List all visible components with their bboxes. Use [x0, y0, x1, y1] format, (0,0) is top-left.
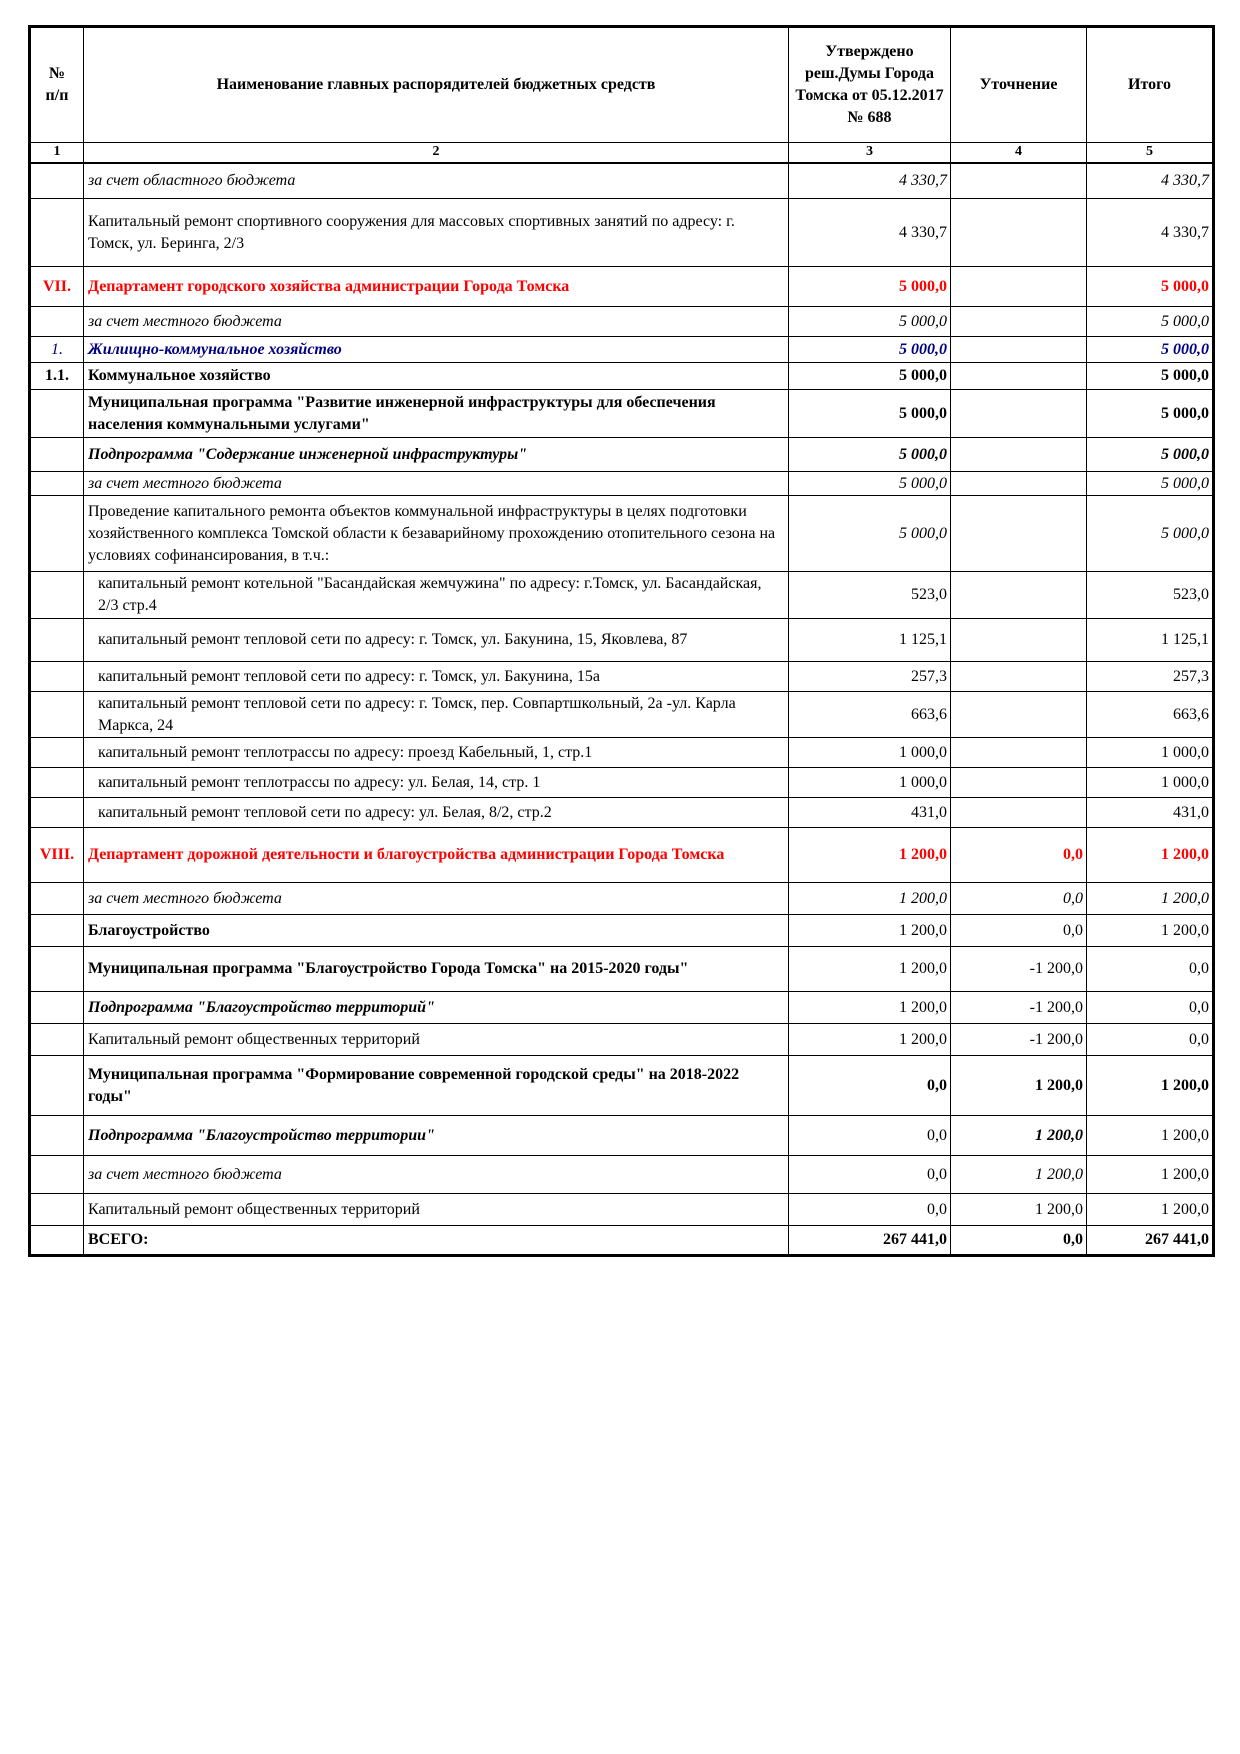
row-change: [951, 572, 1087, 619]
table-row: [30, 472, 1214, 496]
table-row: [30, 662, 1214, 692]
row-change: [951, 390, 1087, 438]
table-row: [30, 438, 1214, 472]
row-total: 1 000,0: [1087, 768, 1214, 798]
row-total: 1 200,0: [1087, 883, 1214, 915]
row-total: 1 200,0: [1087, 915, 1214, 947]
table-row: [30, 915, 1214, 947]
row-approved: 5 000,0: [789, 472, 951, 496]
row-name: Проведение капитального ремонта объектов коммунальной инфраструктуры в целях подготовки хозяйственного комплекса Томской области к безаварийному прохождению отопительного сезона на условиях софинансирования, в т.ч.:: [84, 496, 789, 572]
row-change: [951, 798, 1087, 828]
row-change: [951, 363, 1087, 390]
row-total: 0,0: [1087, 947, 1214, 992]
row-idx: [30, 798, 84, 828]
row-idx: [30, 390, 84, 438]
table-row: [30, 883, 1214, 915]
row-name: Благоустройство: [84, 915, 789, 947]
header-change: Уточнение: [951, 27, 1087, 143]
row-change: -1 200,0: [951, 947, 1087, 992]
row-change: [951, 496, 1087, 572]
table-row: [30, 572, 1214, 619]
row-total: 257,3: [1087, 662, 1214, 692]
row-total: 4 330,7: [1087, 163, 1214, 199]
table-row: [30, 496, 1214, 572]
row-name: Муниципальная программа "Формирование современной городской среды" на 2018-2022 годы": [84, 1056, 789, 1116]
row-name: Подпрограмма "Содержание инженерной инфраструктуры": [84, 438, 789, 472]
table-row: [30, 307, 1214, 337]
row-approved: 5 000,0: [789, 337, 951, 363]
row-change: 1 200,0: [951, 1056, 1087, 1116]
row-idx: [30, 572, 84, 619]
total-idx: [30, 1226, 84, 1256]
row-approved: 5 000,0: [789, 307, 951, 337]
row-change: 1 200,0: [951, 1194, 1087, 1226]
row-approved: 5 000,0: [789, 267, 951, 307]
row-change: [951, 619, 1087, 662]
table-row: [30, 163, 1214, 199]
row-change: -1 200,0: [951, 1024, 1087, 1056]
row-name: капитальный ремонт тепловой сети по адресу: г. Томск, ул. Бакунина, 15, Яковлева, 87: [84, 619, 789, 662]
row-idx: [30, 883, 84, 915]
table-header-row: [30, 27, 1214, 143]
table-row: [30, 363, 1214, 390]
colnum-1: 1: [30, 143, 84, 163]
row-approved: 663,6: [789, 692, 951, 738]
row-change: [951, 307, 1087, 337]
row-approved: 1 200,0: [789, 947, 951, 992]
row-total: 1 200,0: [1087, 1056, 1214, 1116]
row-approved: 0,0: [789, 1056, 951, 1116]
row-change: 0,0: [951, 915, 1087, 947]
row-total: 1 200,0: [1087, 1194, 1214, 1226]
row-name: Жилищно-коммунальное хозяйство: [84, 337, 789, 363]
table-body: [30, 163, 1214, 1226]
row-approved: 4 330,7: [789, 163, 951, 199]
row-change: [951, 337, 1087, 363]
row-total: 5 000,0: [1087, 337, 1214, 363]
total-change: 0,0: [951, 1226, 1087, 1256]
table-row: [30, 1056, 1214, 1116]
table-row: [30, 1194, 1214, 1226]
table-row: [30, 947, 1214, 992]
row-change: [951, 692, 1087, 738]
row-idx: [30, 1116, 84, 1156]
row-total: 5 000,0: [1087, 496, 1214, 572]
row-change: [951, 768, 1087, 798]
row-idx: [30, 768, 84, 798]
total-approved: 267 441,0: [789, 1226, 951, 1256]
row-name: за счет областного бюджета: [84, 163, 789, 199]
row-change: [951, 738, 1087, 768]
row-name: за счет местного бюджета: [84, 472, 789, 496]
row-total: 5 000,0: [1087, 390, 1214, 438]
row-total: 5 000,0: [1087, 472, 1214, 496]
row-idx: 1.: [30, 337, 84, 363]
row-idx: [30, 472, 84, 496]
row-total: 5 000,0: [1087, 307, 1214, 337]
row-change: [951, 199, 1087, 267]
row-approved: 5 000,0: [789, 363, 951, 390]
row-idx: [30, 1194, 84, 1226]
row-change: [951, 438, 1087, 472]
header-total: Итого: [1087, 27, 1214, 143]
row-idx: [30, 163, 84, 199]
row-approved: 4 330,7: [789, 199, 951, 267]
row-name: Капитальный ремонт общественных территорий: [84, 1194, 789, 1226]
row-name: за счет местного бюджета: [84, 883, 789, 915]
row-name: капитальный ремонт котельной "Басандайская жемчужина" по адресу: г.Томск, ул. Басандайская, 2/3 стр.4: [84, 572, 789, 619]
colnum-2: 2: [84, 143, 789, 163]
row-approved: 5 000,0: [789, 438, 951, 472]
row-name: Департамент дорожной деятельности и благоустройства администрации Города Томска: [84, 828, 789, 883]
row-idx: [30, 1156, 84, 1194]
row-total: 663,6: [1087, 692, 1214, 738]
row-total: 523,0: [1087, 572, 1214, 619]
row-approved: 1 200,0: [789, 883, 951, 915]
row-approved: 257,3: [789, 662, 951, 692]
row-name: Подпрограмма "Благоустройство территорий": [84, 992, 789, 1024]
total-name: ВСЕГО:: [84, 1226, 789, 1256]
row-approved: 1 200,0: [789, 1024, 951, 1056]
row-idx: [30, 662, 84, 692]
row-approved: 0,0: [789, 1194, 951, 1226]
row-total: 1 125,1: [1087, 619, 1214, 662]
row-change: 1 200,0: [951, 1156, 1087, 1194]
row-total: 1 200,0: [1087, 1116, 1214, 1156]
row-approved: 5 000,0: [789, 496, 951, 572]
row-approved: 1 200,0: [789, 828, 951, 883]
table-row: [30, 992, 1214, 1024]
row-idx: [30, 692, 84, 738]
row-name: за счет местного бюджета: [84, 1156, 789, 1194]
row-approved: 1 000,0: [789, 768, 951, 798]
row-approved: 1 000,0: [789, 738, 951, 768]
table-row: [30, 337, 1214, 363]
row-total: 5 000,0: [1087, 267, 1214, 307]
row-change: 0,0: [951, 883, 1087, 915]
table-row: [30, 692, 1214, 738]
row-idx: [30, 992, 84, 1024]
row-approved: 1 125,1: [789, 619, 951, 662]
row-idx: VII.: [30, 267, 84, 307]
row-name: капитальный ремонт теплотрассы по адресу: проезд Кабельный, 1, стр.1: [84, 738, 789, 768]
row-idx: [30, 307, 84, 337]
row-name: Коммунальное хозяйство: [84, 363, 789, 390]
row-idx: [30, 947, 84, 992]
header-idx: № п/п: [30, 27, 84, 143]
row-idx: [30, 199, 84, 267]
row-approved: 0,0: [789, 1156, 951, 1194]
row-approved: 5 000,0: [789, 390, 951, 438]
table-row: [30, 619, 1214, 662]
row-change: 1 200,0: [951, 1116, 1087, 1156]
table-row: [30, 798, 1214, 828]
row-total: 4 330,7: [1087, 199, 1214, 267]
budget-table: [28, 25, 1215, 1257]
row-name: капитальный ремонт теплотрассы по адресу: ул. Белая, 14, стр. 1: [84, 768, 789, 798]
row-change: [951, 267, 1087, 307]
table-row: [30, 199, 1214, 267]
row-name: за счет местного бюджета: [84, 307, 789, 337]
row-approved: 1 200,0: [789, 915, 951, 947]
table-row: [30, 1156, 1214, 1194]
row-name: капитальный ремонт тепловой сети по адресу: г. Томск, пер. Совпартшкольный, 2а -ул. Карла Маркса, 24: [84, 692, 789, 738]
row-name: Подпрограмма "Благоустройство территории": [84, 1116, 789, 1156]
table-row: [30, 768, 1214, 798]
row-name: капитальный ремонт тепловой сети по адресу: г. Томск, ул. Бакунина, 15а: [84, 662, 789, 692]
row-idx: [30, 1056, 84, 1116]
row-change: 0,0: [951, 828, 1087, 883]
row-name: Капитальный ремонт спортивного сооружения для массовых спортивных занятий по адресу: г. Томск, ул. Беринга, 2/3: [84, 199, 789, 267]
row-total: 0,0: [1087, 992, 1214, 1024]
row-name: Капитальный ремонт общественных территорий: [84, 1024, 789, 1056]
row-idx: [30, 496, 84, 572]
row-change: [951, 662, 1087, 692]
row-idx: [30, 915, 84, 947]
row-idx: 1.1.: [30, 363, 84, 390]
grand-total-row: [30, 1226, 1214, 1256]
column-number-row: [30, 143, 1214, 163]
row-idx: VIII.: [30, 828, 84, 883]
table-row: [30, 828, 1214, 883]
colnum-5: 5: [1087, 143, 1214, 163]
row-total: 5 000,0: [1087, 363, 1214, 390]
table-row: [30, 738, 1214, 768]
header-name: Наименование главных распорядителей бюджетных средств: [84, 27, 789, 143]
table-row: [30, 267, 1214, 307]
row-approved: 1 200,0: [789, 992, 951, 1024]
colnum-4: 4: [951, 143, 1087, 163]
table-row: [30, 1024, 1214, 1056]
row-idx: [30, 438, 84, 472]
row-total: 5 000,0: [1087, 438, 1214, 472]
row-total: 1 200,0: [1087, 828, 1214, 883]
row-approved: 0,0: [789, 1116, 951, 1156]
row-total: 1 200,0: [1087, 1156, 1214, 1194]
row-change: -1 200,0: [951, 992, 1087, 1024]
row-total: 1 000,0: [1087, 738, 1214, 768]
row-idx: [30, 619, 84, 662]
row-approved: 431,0: [789, 798, 951, 828]
row-name: Муниципальная программа "Развитие инженерной инфраструктуры для обеспечения населения коммунальными услугами": [84, 390, 789, 438]
row-total: 431,0: [1087, 798, 1214, 828]
row-name: Муниципальная программа "Благоустройство Города Томска" на 2015-2020 годы": [84, 947, 789, 992]
row-idx: [30, 738, 84, 768]
table-row: [30, 390, 1214, 438]
total-total: 267 441,0: [1087, 1226, 1214, 1256]
row-name: Департамент городского хозяйства администрации Города Томска: [84, 267, 789, 307]
row-name: капитальный ремонт тепловой сети по адресу: ул. Белая, 8/2, стр.2: [84, 798, 789, 828]
row-change: [951, 163, 1087, 199]
table-row: [30, 1116, 1214, 1156]
row-change: [951, 472, 1087, 496]
header-approved: Утверждено реш.Думы Города Томска от 05.12.2017 № 688: [789, 27, 951, 143]
row-idx: [30, 1024, 84, 1056]
row-approved: 523,0: [789, 572, 951, 619]
row-total: 0,0: [1087, 1024, 1214, 1056]
colnum-3: 3: [789, 143, 951, 163]
